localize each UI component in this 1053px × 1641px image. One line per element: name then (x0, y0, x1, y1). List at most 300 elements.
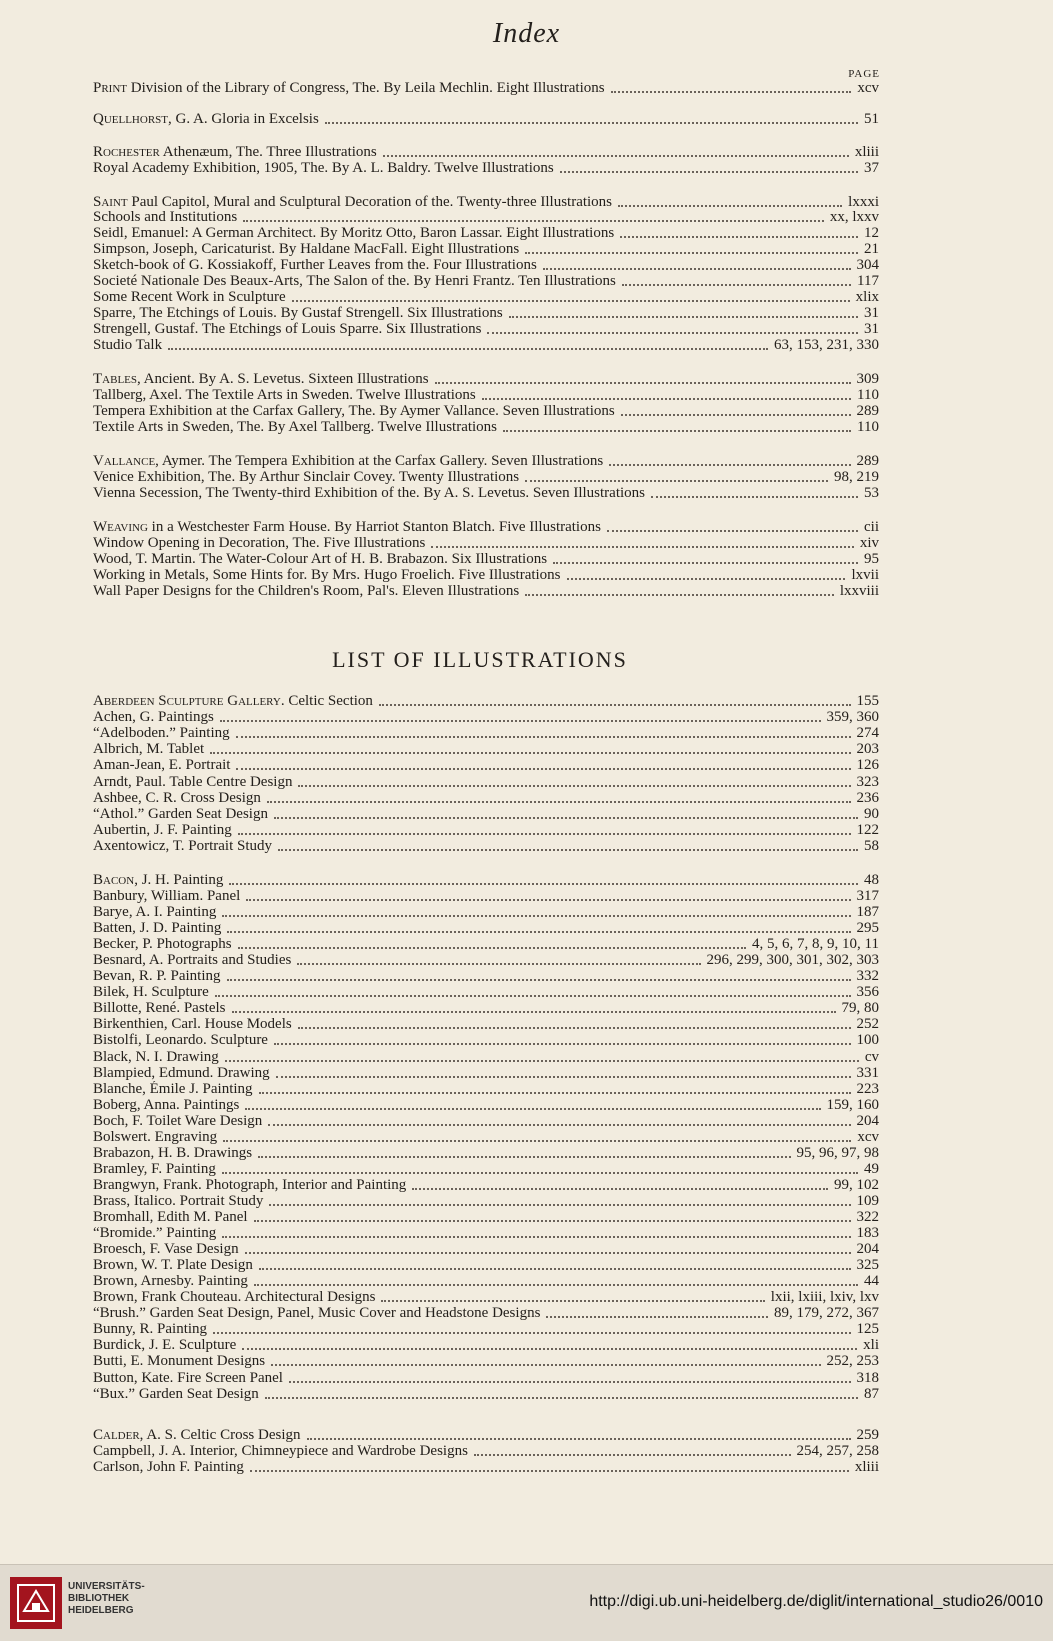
dot-leader (236, 768, 850, 770)
illustration-entry (93, 1065, 879, 1081)
illustration-entry (93, 774, 879, 790)
illustration-entry (93, 920, 879, 936)
illustration-entry (93, 1337, 879, 1353)
dot-leader (297, 963, 700, 965)
illustration-page-number: xliii (854, 1459, 879, 1475)
index-text: Vienna Secession, The Twenty-third Exhibition of the. By A. S. Levetus. Seven Illustrations (93, 485, 646, 501)
illustration-title (93, 888, 240, 904)
dot-leader (236, 736, 851, 738)
dot-leader (607, 530, 858, 532)
illustration-entry (93, 1321, 879, 1337)
index-lead-word: Saint (93, 194, 128, 210)
illustration-title (93, 1305, 540, 1321)
dot-leader (381, 1300, 764, 1302)
dot-leader (250, 1470, 849, 1472)
illustration-title (93, 872, 223, 888)
illustration-lead-word: Aberdeen Sculpture Gallery (93, 693, 281, 709)
dot-leader (383, 155, 849, 157)
index-entry (93, 387, 879, 403)
dot-leader (609, 464, 850, 466)
index-title (93, 453, 603, 469)
illustration-title (93, 1225, 216, 1241)
illustration-title (93, 1016, 292, 1032)
illustration-title (93, 1289, 375, 1305)
illustration-text: , J. H. Painting (134, 872, 224, 888)
dot-leader (618, 205, 842, 207)
dot-leader (611, 91, 852, 93)
index-text: Wall Paper Designs for the Children's Room, Pal's. Eleven Illustrations (93, 583, 520, 599)
illustration-page-number: 99, 102 (834, 1177, 879, 1193)
index-lead-word: Vallance (93, 453, 156, 469)
illustration-text: Boberg, Anna. Paintings (93, 1097, 240, 1113)
index-title (93, 111, 319, 127)
index-text: Tempera Exhibition at the Carfax Gallery, The. By Aymer Vallance. Seven Illustrations (93, 403, 615, 419)
index-text: Athenæum, The. Three Illustrations (159, 144, 377, 160)
illustration-entry (93, 1209, 879, 1225)
index-page-number: 51 (864, 111, 879, 127)
dot-leader (525, 480, 828, 482)
index-entry (93, 453, 879, 469)
dot-leader (274, 817, 858, 819)
index-entry (93, 111, 879, 127)
index-entry (93, 419, 879, 435)
illustration-page-number: 125 (856, 1321, 879, 1337)
index-text: Sparre, The Etchings of Louis. By Gustaf Strengell. Six Illustrations (93, 305, 503, 321)
illustration-page-number: 223 (856, 1081, 879, 1097)
illustration-page-number: 58 (864, 837, 879, 854)
illustration-title (93, 1000, 226, 1016)
illustration-text: Campbell, J. A. Interior, Chimneypiece and Wardrobe Designs (93, 1443, 468, 1459)
index-title (93, 209, 237, 225)
illustration-entry (93, 1000, 879, 1016)
index-title (93, 194, 612, 210)
index-entry (93, 257, 879, 273)
index-text: Window Opening in Decoration, The. Five Illustrations (93, 535, 426, 551)
index-entry (93, 160, 879, 176)
illustration-text: Bistolfi, Leonardo. Sculpture (93, 1032, 268, 1048)
dot-leader (242, 1348, 857, 1350)
illustration-title (93, 1049, 219, 1065)
dot-leader (268, 1124, 850, 1126)
dot-leader (225, 1060, 859, 1062)
dot-leader (238, 947, 746, 949)
index-title (93, 337, 162, 353)
dot-leader (245, 1252, 851, 1254)
illustration-page-number: 259 (856, 1427, 879, 1443)
index-lead-word: Rochester (93, 144, 160, 160)
illustration-text: Bromhall, Edith M. Panel (93, 1209, 248, 1225)
dot-leader (298, 1027, 851, 1029)
dot-leader (509, 316, 858, 318)
illustration-text: Blampied, Edmund. Drawing (93, 1065, 270, 1081)
index-title (93, 160, 554, 176)
illustration-entry (93, 1370, 879, 1386)
illustration-text: Birkenthien, Carl. House Models (93, 1016, 292, 1032)
illustration-title (93, 1032, 268, 1048)
index-entry (93, 80, 879, 96)
index-page-number: 110 (857, 419, 879, 435)
illustration-entry (93, 693, 879, 709)
index-title (93, 371, 429, 387)
dot-leader (412, 1188, 828, 1190)
illustration-page-number: 155 (856, 693, 879, 709)
index-text: Studio Talk (93, 337, 163, 353)
index-page-number: xlix (855, 289, 879, 305)
illustration-title (93, 1370, 283, 1386)
dot-leader (210, 752, 850, 754)
illustration-text: Albrich, M. Tablet (93, 741, 205, 758)
illustration-text: Broesch, F. Vase Design (93, 1241, 239, 1257)
illustration-text: “Bux.” Garden Seat Design (93, 1386, 259, 1402)
dot-leader (553, 562, 858, 564)
illustration-text: . Celtic Section (280, 693, 373, 709)
index-entry (93, 403, 879, 419)
illustration-entry (93, 1305, 879, 1321)
illustration-text: Becker, P. Photographs (93, 936, 232, 952)
illustration-text: Black, N. I. Drawing (93, 1049, 219, 1065)
illustration-text: Brangwyn, Frank. Photograph, Interior and Painting (93, 1177, 407, 1193)
index-entry (93, 209, 879, 225)
index-page-number: 309 (856, 371, 879, 387)
illustration-text: “Adelboden.” Painting (93, 725, 230, 742)
index-page-number: xliii (854, 144, 879, 160)
dot-leader (222, 1172, 858, 1174)
index-entry (93, 289, 879, 305)
dot-leader (620, 236, 858, 238)
illustration-title (93, 968, 221, 984)
index-page-number: 110 (857, 387, 879, 403)
dot-leader (325, 122, 858, 124)
illustration-text: “Athol.” Garden Seat Design (93, 805, 268, 822)
dot-leader (269, 1204, 850, 1206)
dot-leader (276, 1076, 851, 1078)
illustration-page-number: 48 (864, 872, 879, 888)
illustration-entry (93, 725, 879, 741)
index-text: Some Recent Work in Sculpture (93, 289, 286, 305)
illustration-entry (93, 741, 879, 757)
source-url[interactable]: http://digi.ub.uni-heidelberg.de/diglit/international_studio26/0010 (589, 1593, 1043, 1610)
illustration-text: Axentowicz, T. Portrait Study (93, 837, 273, 854)
illustration-entry (93, 1386, 879, 1402)
illustration-text: Aubertin, J. F. Painting (93, 821, 232, 838)
index-page-number: 53 (864, 485, 879, 501)
illustration-entry (93, 1353, 879, 1369)
illustration-title (93, 757, 230, 773)
index-lead-word: Quellhorst (93, 111, 168, 127)
index-entry (93, 241, 879, 257)
dot-leader (238, 833, 851, 835)
illustration-text: “Brush.” Garden Seat Design, Panel, Music Cover and Headstone Designs (93, 1305, 541, 1321)
dot-leader (245, 1108, 820, 1110)
illustration-page-number: 204 (856, 1241, 879, 1257)
index-text: Working in Metals, Some Hints for. By Mrs. Hugo Froelich. Five Illustrations (93, 567, 561, 583)
illustration-page-number: 322 (856, 1209, 879, 1225)
index-lead-word: Tables (93, 371, 137, 387)
dot-leader (474, 1454, 791, 1456)
index-title (93, 241, 519, 257)
illustration-entry (93, 1241, 879, 1257)
index-entry (93, 337, 879, 353)
dot-leader (298, 785, 850, 787)
index-title (93, 551, 547, 567)
dot-leader (567, 578, 846, 580)
index-page-number: 98, 219 (834, 469, 879, 485)
illustration-page-number: 252, 253 (826, 1353, 879, 1369)
illustration-entry (93, 1273, 879, 1289)
index-page-number: xiv (859, 535, 879, 551)
index-entry (93, 469, 879, 485)
illustration-page-number: 126 (856, 757, 879, 774)
illustration-page-number: 4, 5, 6, 7, 8, 9, 10, 11 (752, 936, 879, 952)
illustration-entry (93, 952, 879, 968)
index-lead-word: Print (93, 80, 128, 96)
illustration-text: Bolswert. Engraving (93, 1129, 218, 1145)
illustration-title (93, 790, 261, 806)
illustration-page-number: 122 (856, 821, 879, 838)
illustration-page-number: 252 (856, 1016, 879, 1032)
index-entry (93, 305, 879, 321)
illustration-page-number: 204 (856, 1113, 879, 1129)
index-text: Strengell, Gustaf. The Etchings of Louis Sparre. Six Illustrations (93, 321, 482, 337)
illustration-page-number: 331 (856, 1065, 879, 1081)
dot-leader (254, 1284, 858, 1286)
illustration-title (93, 838, 272, 854)
dot-leader (503, 430, 851, 432)
dot-leader (267, 801, 851, 803)
dot-leader (622, 284, 851, 286)
index-page-number: 289 (856, 403, 879, 419)
index-entry (93, 371, 879, 387)
dot-leader (482, 398, 851, 400)
dot-leader (307, 1438, 851, 1440)
dot-leader (651, 496, 858, 498)
dot-leader (213, 1332, 850, 1334)
illustration-entry (93, 1113, 879, 1129)
illustration-text: Brown, Arnesby. Painting (93, 1273, 248, 1289)
illustration-entry (93, 1145, 879, 1161)
illustration-entry (93, 806, 879, 822)
illustration-page-number: 109 (856, 1193, 879, 1209)
index-title (93, 567, 561, 583)
illustration-title (93, 1129, 217, 1145)
index-text: Simpson, Joseph, Caricaturist. By Haldane MacFall. Eight Illustrations (93, 241, 520, 257)
illustration-page-number: 332 (856, 968, 879, 984)
dot-leader (560, 171, 858, 173)
illustration-text: Bramley, F. Painting (93, 1161, 216, 1177)
illustration-title (93, 1113, 262, 1129)
illustration-entry (93, 1443, 879, 1459)
illustration-text: Bilek, H. Sculpture (93, 984, 209, 1000)
dot-leader (621, 414, 851, 416)
illustration-entry (93, 872, 879, 888)
dot-leader (543, 268, 851, 270)
illustration-entry (93, 709, 879, 725)
illustration-entry (93, 1193, 879, 1209)
dot-leader (487, 332, 858, 334)
illustration-title (93, 1161, 216, 1177)
index-text: , Ancient. By A. S. Levetus. Sixteen Illustrations (137, 371, 429, 387)
illustration-entry (93, 822, 879, 838)
index-page-number: lxxxi (848, 194, 879, 210)
illustration-entry (93, 984, 879, 1000)
dot-leader (246, 899, 850, 901)
illustration-text: Brass, Italico. Portrait Study (93, 1193, 264, 1209)
index-title (93, 469, 519, 485)
index-title (93, 387, 476, 403)
illustration-page-number: lxii, lxiii, lxiv, lxv (770, 1289, 879, 1305)
dot-leader (215, 995, 851, 997)
index-text: Tallberg, Axel. The Textile Arts in Sweden. Twelve Illustrations (93, 387, 476, 403)
illustration-text: Ashbee, C. R. Cross Design (93, 789, 261, 806)
illustration-page-number: 187 (856, 904, 879, 920)
page-column-label: PAGE (848, 68, 880, 80)
illustration-text: Brabazon, H. B. Drawings (93, 1145, 253, 1161)
index-title (93, 305, 503, 321)
dot-leader (278, 849, 858, 851)
dot-leader (227, 979, 851, 981)
illustration-lead-word: Calder (93, 1427, 140, 1443)
illustration-entry (93, 1177, 879, 1193)
index-page-number: 21 (864, 241, 879, 257)
index-page-number: 31 (864, 305, 879, 321)
illustration-text: Burdick, J. E. Sculpture (93, 1337, 237, 1353)
illustration-title (93, 806, 268, 822)
dot-leader (220, 720, 821, 722)
illustration-title (93, 1145, 252, 1161)
illustration-text: Brown, W. T. Plate Design (93, 1257, 253, 1273)
index-title (93, 519, 601, 535)
illustration-title (93, 1065, 270, 1081)
illustration-entry (93, 1161, 879, 1177)
illustration-title (93, 1081, 253, 1097)
index-title (93, 257, 537, 273)
illustration-title (93, 904, 216, 920)
dot-leader (525, 252, 858, 254)
dot-leader (259, 1268, 851, 1270)
illustration-entry (93, 757, 879, 773)
index-page-number: 31 (864, 321, 879, 337)
illustration-page-number: xcv (857, 1129, 879, 1145)
index-title (93, 289, 286, 305)
illustration-text: Butti, E. Monument Designs (93, 1353, 266, 1369)
dot-leader (271, 1364, 820, 1366)
illustration-title (93, 1459, 244, 1475)
illustration-page-number: xli (863, 1337, 879, 1353)
illustration-entry (93, 904, 879, 920)
illustration-title (93, 1177, 406, 1193)
index-page-number: xx, lxxv (829, 209, 879, 225)
illustration-title (93, 1321, 207, 1337)
dot-leader (274, 1043, 851, 1045)
index-page-number: lxxviii (839, 583, 879, 599)
illustration-entry (93, 936, 879, 952)
illustration-entry (93, 1225, 879, 1241)
illustration-title (93, 1257, 253, 1273)
index-entry (93, 551, 879, 567)
index-text: Wood, T. Martin. The Water-Colour Art of H. B. Brabazon. Six Illustrations (93, 551, 548, 567)
illustration-page-number: 90 (864, 805, 879, 822)
dot-leader (289, 1381, 851, 1383)
index-page-number: 63, 153, 231, 330 (774, 337, 879, 353)
illustration-title (93, 1353, 265, 1369)
index-text: Venice Exhibition, The. By Arthur Sinclair Covey. Twenty Illustrations (93, 469, 520, 485)
index-text: Societé Nationale Des Beaux-Arts, The Salon of the. By Henri Frantz. Ten Illustrations (93, 273, 616, 289)
illustration-title (93, 920, 221, 936)
illustration-text: Batten, J. D. Painting (93, 920, 222, 936)
illustration-title (93, 1427, 301, 1443)
index-entry (93, 583, 879, 599)
illustration-text: Arndt, Paul. Table Centre Design (93, 773, 293, 790)
dot-leader (431, 546, 853, 548)
illustration-lead-word: Bacon (93, 872, 135, 888)
illustration-title (93, 693, 373, 709)
illustration-page-number: 203 (856, 741, 879, 758)
illustration-text: Bevan, R. P. Painting (93, 968, 221, 984)
index-text: Paul Capitol, Mural and Sculptural Decoration of the. Twenty-three Illustrations (127, 194, 613, 210)
dot-leader (229, 883, 858, 885)
illustration-text: Aman-Jean, E. Portrait (93, 757, 231, 774)
index-page-number: 37 (864, 160, 879, 176)
index-entry (93, 321, 879, 337)
university-library-logo-icon (10, 1577, 62, 1629)
index-title (93, 80, 605, 96)
index-page-number: 12 (864, 225, 879, 241)
illustration-entry (93, 1097, 879, 1113)
illustration-text: Brown, Frank Chouteau. Architectural Designs (93, 1289, 376, 1305)
illustration-entry (93, 1049, 879, 1065)
illustration-entry (93, 968, 879, 984)
illustration-text: Blanche, Émile J. Painting (93, 1081, 253, 1097)
library-footer (0, 1564, 1053, 1641)
index-title (93, 144, 377, 160)
illustration-title (93, 774, 292, 790)
illustration-page-number: 296, 299, 300, 301, 302, 303 (706, 952, 879, 968)
dot-leader (222, 915, 850, 917)
index-page-number: xcv (857, 80, 879, 96)
illustration-entry (93, 1427, 879, 1443)
illustration-page-number: cv (864, 1049, 879, 1065)
illustration-text: “Bromide.” Painting (93, 1225, 217, 1241)
index-title (93, 419, 497, 435)
illustration-page-number: 318 (856, 1370, 879, 1386)
dot-leader (243, 220, 824, 222)
dot-leader (379, 704, 851, 706)
library-name: UNIVERSITÄTS- BIBLIOTHEK HEIDELBERG (68, 1581, 145, 1616)
illustration-text: Barye, A. I. Painting (93, 904, 217, 920)
index-entry (93, 194, 879, 210)
illustration-page-number: 49 (864, 1161, 879, 1177)
index-title (93, 403, 615, 419)
illustration-title (93, 1241, 239, 1257)
index-text: Schools and Institutions (93, 209, 238, 225)
page-header: Index (492, 18, 561, 49)
index-title (93, 273, 616, 289)
illustration-title (93, 1193, 263, 1209)
illustration-title (93, 725, 230, 741)
illustration-text: Billotte, René. Pastels (93, 1000, 226, 1016)
list-of-illustrations-heading: LIST OF ILLUSTRATIONS (332, 647, 628, 672)
illustration-page-number: 317 (856, 888, 879, 904)
illustration-title (93, 1443, 468, 1459)
illustration-title (93, 1386, 259, 1402)
illustration-text: Banbury, William. Panel (93, 888, 241, 904)
dot-leader (258, 1156, 790, 1158)
dot-leader (223, 1140, 851, 1142)
index-text: , G. A. Gloria in Excelsis (168, 111, 319, 127)
dot-leader (435, 382, 851, 384)
index-title (93, 321, 481, 337)
index-page-number: 117 (857, 273, 879, 289)
